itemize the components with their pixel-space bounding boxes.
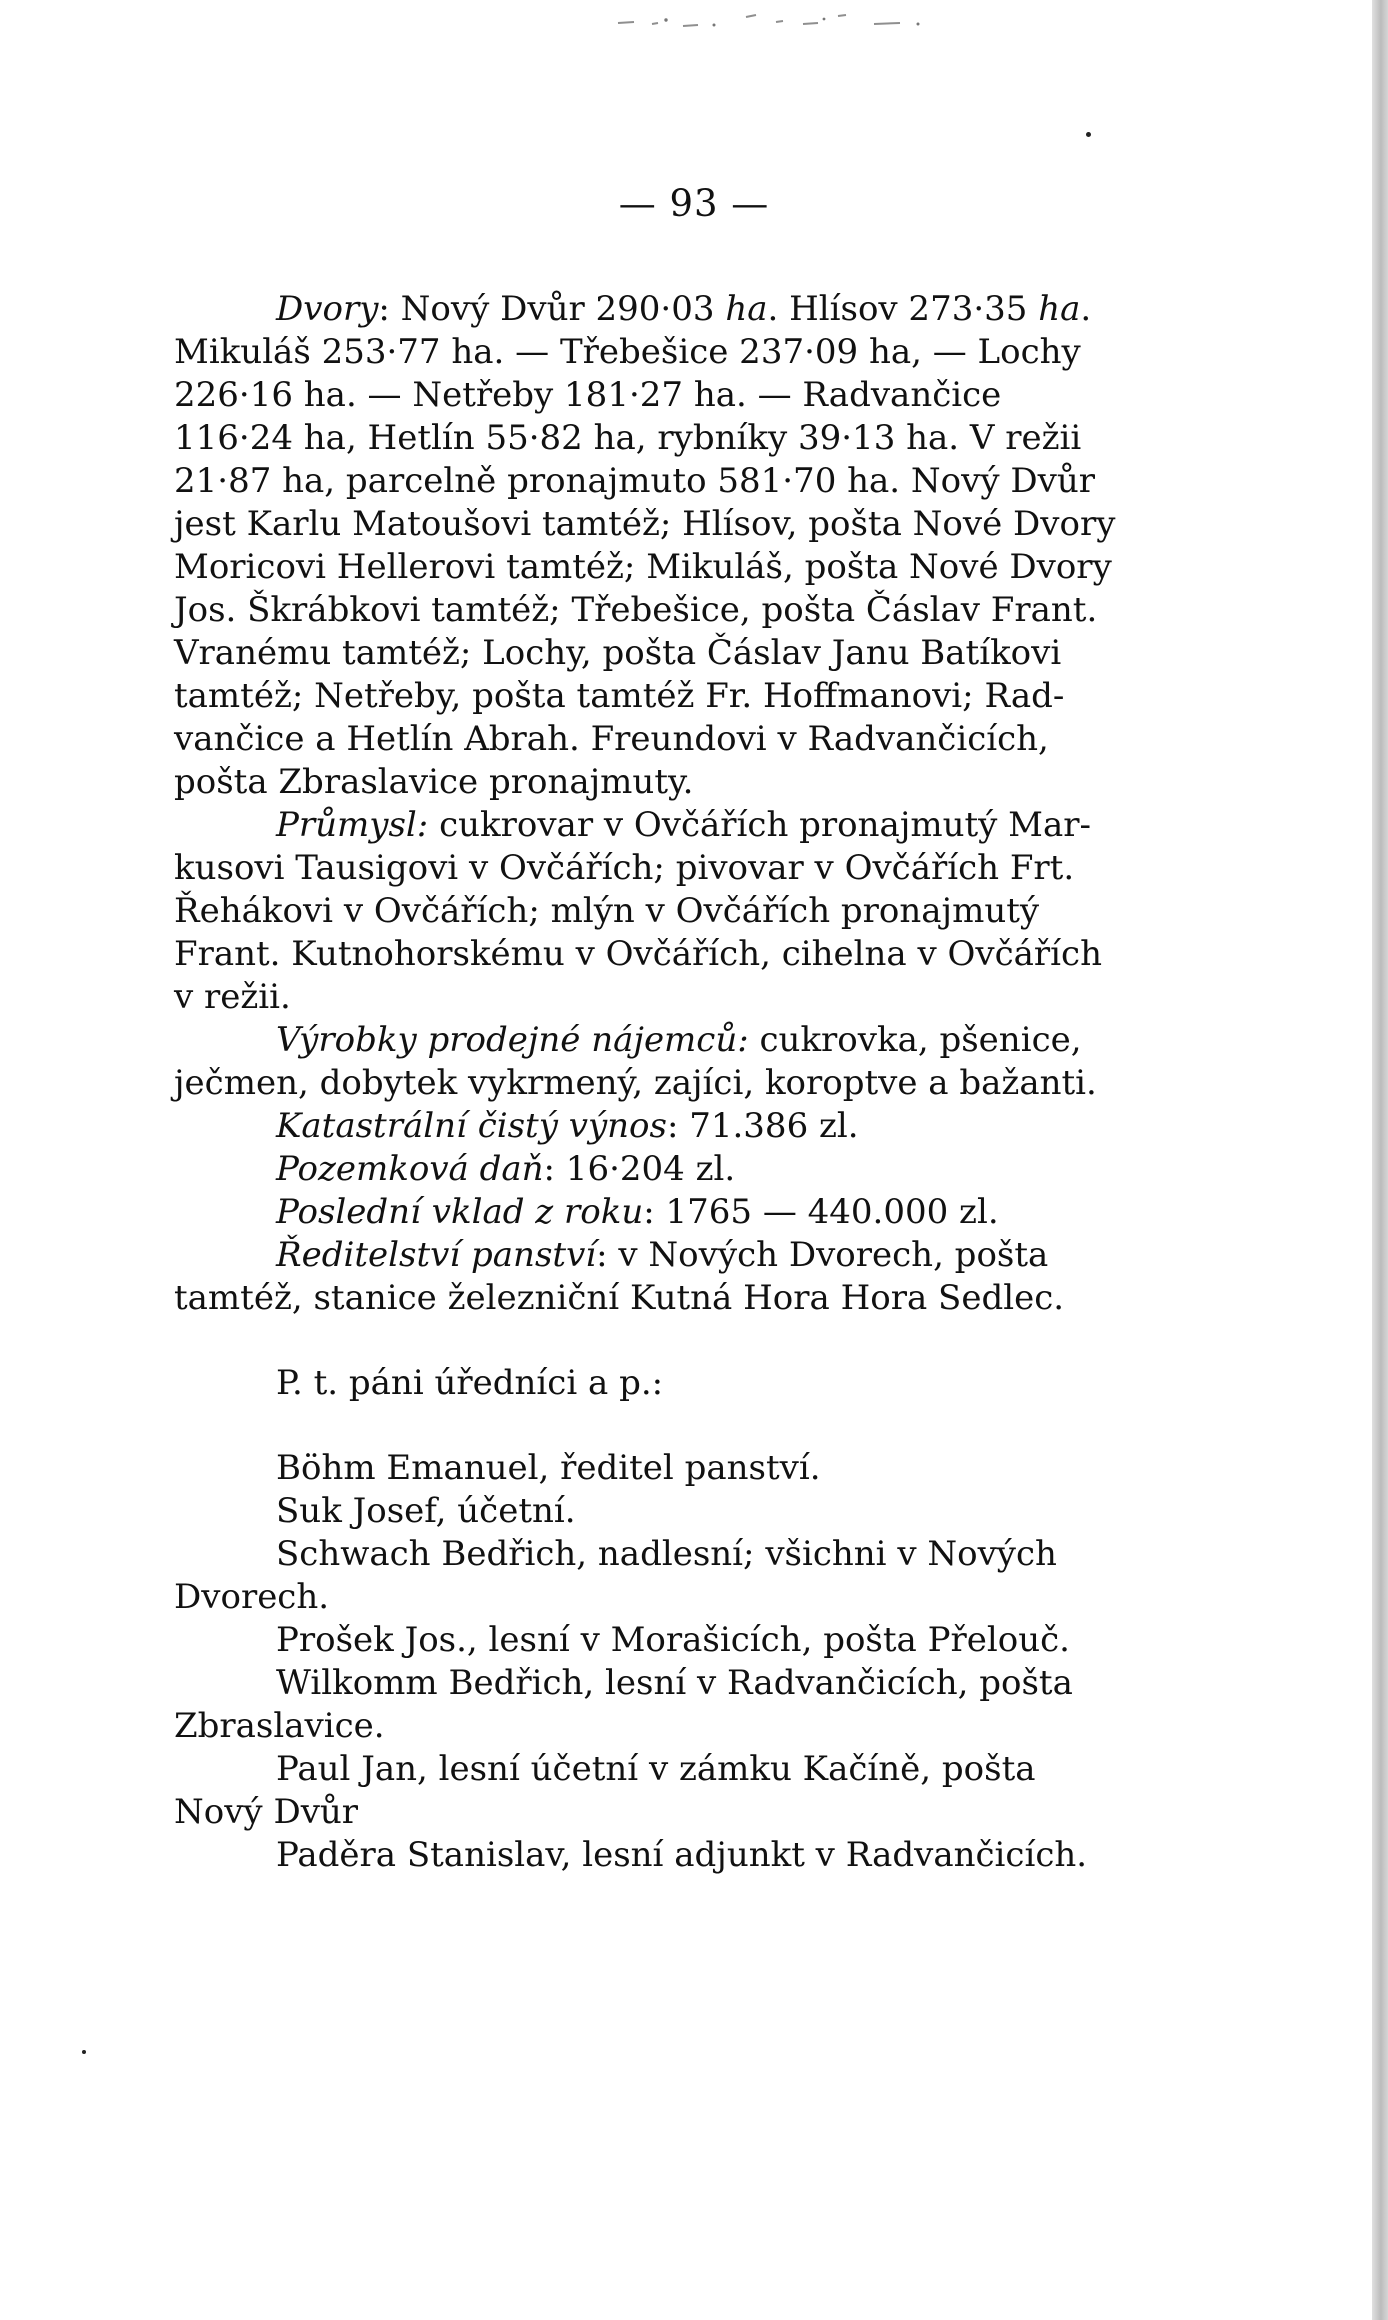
page-edge-shadow	[1372, 0, 1388, 2320]
last-deposit	[174, 1191, 1204, 1234]
industry-paragraph	[174, 804, 1204, 1019]
page-number: — 93 —	[618, 182, 770, 225]
official-entry: Paděra Stanislav, lesní adjunkt v Radvančicích.	[276, 1835, 1088, 1875]
officials-heading: P. t. páni úředníci a p.:	[276, 1363, 664, 1403]
estate-directorate	[174, 1234, 1204, 1320]
dvory-label: Dvory	[276, 289, 379, 329]
official-entry: Paul Jan, lesní účetní v zámku Kačíně, pošta	[276, 1749, 1036, 1789]
scan-speck	[1086, 132, 1091, 137]
vyrobky-label: Výrobky prodejné nájemců:	[276, 1020, 749, 1060]
official-entry: Böhm Emanuel, ředitel panství.	[276, 1448, 821, 1488]
text-line: tamtéž; Netřeby, pošta tamtéž Fr. Hoffmanovi; Rad-	[174, 676, 1065, 716]
text-line: 21·87 ha, parcelně pronajmuto 581·70 ha. Nový Dvůr	[174, 461, 1095, 501]
official-entry: Wilkomm Bedřich, lesní v Radvančicích, pošta	[276, 1663, 1073, 1703]
text-line: Řehákovi v Ovčářích; mlýn v Ovčářích pronajmutý	[174, 891, 1040, 931]
prumysl-label: Průmysl:	[276, 805, 429, 845]
text-line: Pozemková daň: 16·204 zl.	[276, 1149, 736, 1189]
text-line: 226·16 ha. — Netřeby 181·27 ha. — Radvančice	[174, 375, 1002, 415]
official-entry: Suk Josef, účetní.	[276, 1491, 576, 1531]
text-line: Moricovi Hellerovi tamtéž; Mikuláš, pošta Nové Dvory	[174, 547, 1112, 587]
text-line: pošta Zbraslavice pronajmuty.	[174, 762, 694, 802]
land-tax	[174, 1148, 1204, 1191]
text-line: Výrobky prodejné nájemců: cukrovka, pšenice,	[276, 1020, 1082, 1060]
text-line: Poslední vklad z roku: 1765 — 440.000 zl.	[276, 1192, 999, 1232]
cadastral-yield	[174, 1105, 1204, 1148]
text-line: Ředitelství panství: v Nových Dvorech, pošta	[276, 1235, 1049, 1275]
text-line: Vranému tamtéž; Lochy, pošta Čáslav Janu Batíkovi	[174, 633, 1062, 673]
official-entry: Prošek Jos., lesní v Morašicích, pošta Přelouč.	[276, 1620, 1070, 1660]
official-entry-continuation: Nový Dvůr	[174, 1792, 359, 1832]
official-entry: Schwach Bedřich, nadlesní; všichni v Nových	[276, 1534, 1057, 1574]
text-line: v režii.	[174, 977, 291, 1017]
text-line: 116·24 ha, Hetlín 55·82 ha, rybníky 39·13 ha. V režii	[174, 418, 1082, 458]
estate-lands-paragraph	[174, 288, 1204, 804]
text-line: tamtéž, stanice železniční Kutná Hora Hora Sedlec.	[174, 1278, 1065, 1318]
officials-list	[174, 1447, 1204, 1877]
text-line: Jos. Škrábkovi tamtéž; Třebešice, pošta Čáslav Frant.	[174, 590, 1098, 630]
text-line: Mikuláš 253·77 ha. — Třebešice 237·09 ha, — Lochy	[174, 332, 1081, 372]
text-line: ječmen, dobytek vykrmený, zajíci, koroptve a bažanti.	[174, 1063, 1097, 1103]
text-line: vančice a Hetlín Abrah. Freundovi v Radvančicích,	[174, 719, 1049, 759]
official-entry-continuation: Zbraslavice.	[174, 1706, 385, 1746]
text-line: Průmysl: cukrovar v Ovčářích pronajmutý Mar-	[276, 805, 1091, 845]
products-paragraph	[174, 1019, 1204, 1105]
page-body	[174, 288, 1204, 1877]
text-line: Dvory: Nový Dvůr 290·03 ha. Hlísov 273·35 ha.	[276, 289, 1092, 329]
text-line: kusovi Tausigovi v Ovčářích; pivovar v Ovčářích Frt.	[174, 848, 1075, 888]
text-line: jest Karlu Matoušovi tamtéž; Hlísov, pošta Nové Dvory	[174, 504, 1116, 544]
text-line: Frant. Kutnohorskému v Ovčářích, cihelna v Ovčářích	[174, 934, 1102, 974]
scan-speck	[82, 2050, 86, 2054]
official-entry-continuation: Dvorech.	[174, 1577, 330, 1617]
text-line: Katastrální čistý výnos: 71.386 zl.	[276, 1106, 859, 1146]
scan-noise-top	[600, 6, 940, 32]
